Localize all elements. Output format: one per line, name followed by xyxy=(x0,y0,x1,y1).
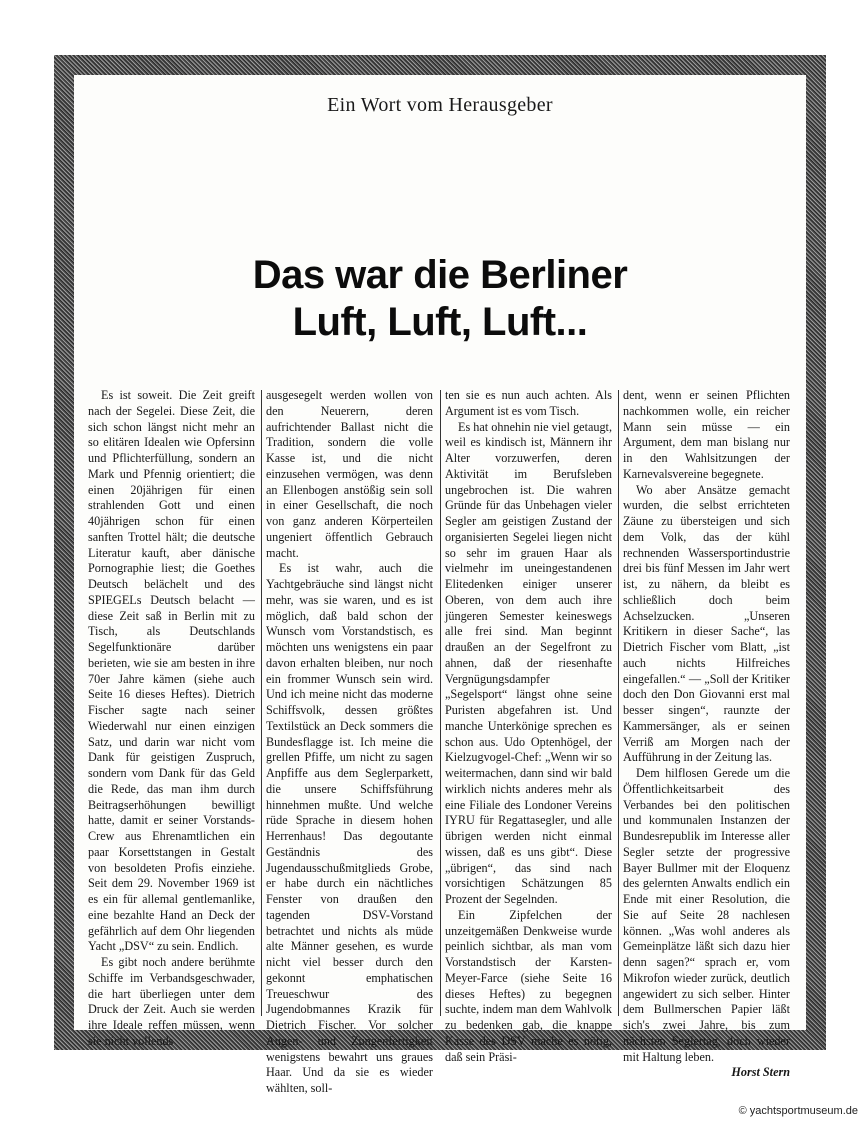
headline-line-2: Luft, Luft, Luft... xyxy=(292,300,588,344)
paragraph: Es hat ohnehin nie viel getaugt, weil es kindisch ist, Männern ihr Alter vorzuwerfen, deren Aktivität im Berufsleben ungebrochen ist. Die wahren Gründe für das Unbehagen vieler Segler am geistigen Zustand der organisierten Segelei liegen nicht so sehr im grauen Haar als vielmehr im uneingestandenen Elitedenken einiger unserer Oberen, von dem auch ihre jüngeren Semester keineswegs alle frei sind. Man beginnt draußen an der Segelfront zu ahnen, daß der riesenhafte Vergnügungsdampfer „Segelsport“ längst ohne seine Puristen abgefahren ist. Und manche Unterkönige sprechen es schon aus. Udo Optenhögel, der Kielzugvogel-Chef: „Wenn wir so weitermachen, dann sind wir bald wirklich nichts anderes mehr als eine Filiale des Londoner Vereins IYRU für Regattasegler, und alle übrigen werden nicht einmal wissen, daß es uns gibt“. Diese „übrigen“, das sind nach vorsichtigen Schätzungen 85 Prozent der Segelnden. xyxy=(445,419,612,906)
column-divider xyxy=(261,390,262,1016)
column-divider xyxy=(440,390,441,1016)
paragraph: Es ist soweit. Die Zeit greift nach der Segelei. Diese Zeit, die sich schon längst nicht mehr an so elitären Idealen wie Opfersinn und Pflichterfüllung, sondern an Mark und Pfennig orientiert; die einen 20jährigen für einen strahlenden Gott und einen 40jährigen schon für einen sanften Trottel hält; die deutsche Literatur kauft, aber dänische Pornographie liest; die Goethes Deutsch belächelt und des SPIEGELs Deutsch belacht — diese Zeit saß in Berlin mit zu Tisch, als Deutschlands Segelfunktionäre darüber berieten, wie sie am besten in ihre 70er Jahre kämen (siehe auch Seite 16 dieses Heftes). Dietrich Fischer sagte nach seiner Wiederwahl nur einen einzigen Satz, und darin war nicht vom Dank für geistigen Zuspruch, sondern vom Dank für das Geld die Rede, das man ihm durch Beitragserhöhungen bewilligt hatte, damit er seiner Vorstands-Crew aus Ehrenamtlichen ein paar Korsettstangen in Gestalt von besoldeten Profis einziehe. Seit dem 29. November 1969 ist es ein für allemal gentlemanlike, eine bezahlte Hand an Deck der gefährlich auf dem Ohr liegenden Yacht „DSV“ zu sein. Endlich. xyxy=(88,388,255,954)
author-signature: Horst Stern xyxy=(731,1065,790,1080)
column-divider xyxy=(618,390,619,1016)
paragraph: Dem hilflosen Gerede um die Öffentlichkeitsarbeit des Verbandes bei den politischen und kommunalen Instanzen der Bundesrepublik im Interesse aller Segler setzte der progressive Bayer Bullmer mit der Eloquenz des gelernten Anwalts endlich ein Ende mit einer Resolution, die Sie auf Seite 28 nachlesen können. „Was wohl anderes als Gemeinplätze läßt sich dazu hier denn sagen?“ sprach er, vom Mikrofon wieder zurück, deutlich angewidert zu sich selber. Hinter dem Bullmerschen Papier läßt sich's zwei Jahre, bis zum nächsten Seglertag, doch wieder mit Haltung leben. xyxy=(623,766,790,1064)
paragraph: dent, wenn er seinen Pflichten nachkommen wolle, ein reicher Mann sein müsse — ein Argument, dem man bislang nur in den Wahlsitzungen der Karnevalsvereine begegnete. xyxy=(623,388,790,481)
watermark-text: © yachtsportmuseum.de xyxy=(738,1105,858,1117)
paragraph: Es ist wahr, auch die Yachtgebräuche sind längst nicht mehr, was sie waren, und es ist möglich, daß bald schon der Wunsch vom Vorstandstisch, es möchten uns wenigstens ein paar davon erhalten bleiben, nur noch ein frommer Wunsch sein wird. Und ich meine nicht das moderne Schiffsvolk, dessen größtes Textilstück an Deck sommers die Bundesflagge ist. Ich meine die grellen Pfiffe, um nicht zu sagen Anpfiffe aus dem Seglerparkett, die unsere Schiffsführung hinnehmen mußte. Und welche rüde Sprache in diesem hohen Herrenhaus! Das degoutante Geständnis des Jugendausschußmitglieds Grobe, er habe durch ein nächtliches Fenster von draußen den tagenden DSV-Vorstand betrachtet und nichts als müde alte Männer gesehen, es wurde nicht viel besser durch den gekonnt emphatischen Treueschwur des Jugendobmannes Krazik für Dietrich Fischer. Vor solcher Augen- und Zungenfertigkeit wenigstens bewahrt uns graues Haar. Und da sie es wieder wählten, soll- xyxy=(266,561,433,1095)
paragraph: ausgesegelt werden wollen von den Neuerern, deren aufrichtender Ballast nicht die Tradition, sondern die volle Kasse ist, und die nicht einzusehen vermögen, was denn an Ellenbogen anstößig sein soll in einer Gesellschaft, die noch von ganz anderen Körperteilen ungeniert öffentlich Gebrauch macht. xyxy=(266,388,433,560)
article-column-4 xyxy=(623,388,790,1081)
headline xyxy=(74,252,806,346)
paragraph: Es gibt noch andere berühmte Schiffe im Verbandsgeschwader, die hart überliegen unter dem Druck der Zeit. Auch sie werden ihre Ideale reffen müssen, wenn sie nicht vollends xyxy=(88,955,255,1048)
paragraph: Ein Zipfelchen der unzeitgemäßen Denkweise wurde peinlich sichtbar, als man vom Vorstandstisch der Karsten-Meyer-Farce (siehe Seite 16 dieses Heftes) zu begegnen suchte, indem man dem Wahlvolk zu bedenken gab, die knappe Kasse des DSV mache es nötig, daß sein Präsi- xyxy=(445,907,612,1064)
article-column-1 xyxy=(88,388,255,1050)
article-column-2 xyxy=(266,388,433,1097)
headline-line-1: Das war die Berliner xyxy=(252,253,628,297)
paragraph: Wo aber Ansätze gemacht wurden, die selbst errichteten Zäune zu übersteigen und sich dem Volk, das der kühl rechnenden Wassersportindustrie drei bis fünf Messen im Jahr wert ist, zu nähern, da bleibt es schließlich doch beim Achselzucken. „Unseren Kritikern in dieser Sache“, las Dietrich Fischer vom Blatt, „ist auch nichts Hilfreiches eingefallen.“ — „Soll der Kritiker doch den Don Giovanni erst mal besser singen“, raunzte der Kammersänger, als er seinen Verriß am Morgen nach der Aufführung in der Zeitung las. xyxy=(623,482,790,765)
paragraph: ten sie es nun auch achten. Als Argument ist es vom Tisch. xyxy=(445,388,612,418)
kicker-heading: Ein Wort vom Herausgeber xyxy=(327,94,553,116)
article-column-3 xyxy=(445,388,612,1065)
